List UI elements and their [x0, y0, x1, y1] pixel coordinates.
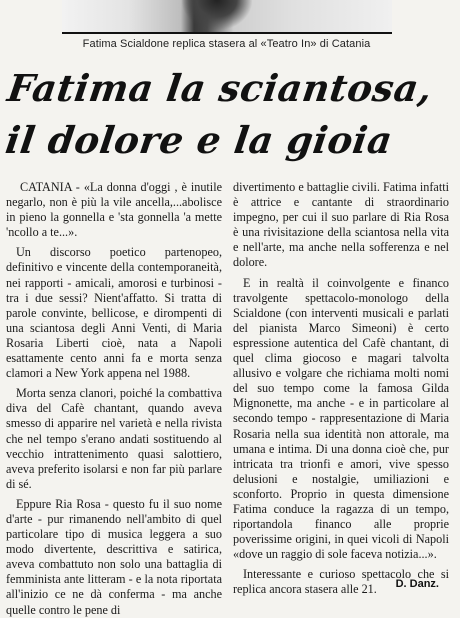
article-paragraph: CATANIA - «La donna d'oggi , è inutile negarlo, non è più la vile ancella,...abolisce in pieno la gonnella e 'sta gonnella 'a mette 'ncollo a te...». [6, 180, 222, 240]
article-paragraph: Morta senza clanori, poiché la combattiva diva del Cafè chantant, quando aveva smesso di apparire nel varietà e nella rivista che nel tempo s'erano andati sostituendo al vecchio intrattenimento quasi salottiero, aveva preferito isolarsi e non far più parlare di sé. [6, 386, 222, 491]
headline-line-2: il dolore e la gioia [2, 118, 396, 162]
performer-photo [62, 0, 392, 34]
article-paragraph: E in realtà il coinvolgente e financo travolgente spettacolo-monologo della Scialdone (con interventi musicali e parlati del pianista Marco Simeoni) è certo espressione autentica del Cafè chantant, di quel clima giocoso e magari talvolta allusivo e volgare che richiama molti nomi del suo tempo come la famosa Gilda Mignonette, ma anche - e in particolare al secondo tempo - rappresentazione di Maria Rosaria nella sua identità non attorale, ma umana e intima. Di una donna cioè che, pur intricata tra trionfi e amori, vive spesso delusioni e nostalgie, umiliazioni e sconforto. Proprio in questa dimensione Fatima conduce la ragazza di un tempo, riportandola financo alle proprie poverissime origini, in quei vicoli di Napoli «dove un raggio di sole faceva notizia...». [233, 275, 449, 562]
article-paragraph: Un discorso poetico partenopeo, definitivo e vincente della contemporaneità, nei rapporti - amicali, amorosi e turbinosi - tra i due sessi? Nient'affatto. Si tratta di parole convinte, bellicose, e dirompenti di una sciantosa degli Anni Venti, di Maria Rosaria Liberti cioè, nata a Napoli esattamente cento anni fa e morta senza clamori a New York appena nel 1988. [6, 245, 222, 381]
author-signature: D. Danz. [395, 578, 439, 590]
article-column-left [6, 180, 222, 617]
article-column-right [233, 180, 449, 597]
article-paragraph: Eppure Ria Rosa - questo fu il suo nome d'arte - pur rimanendo nell'ambito di quel particolare tipo di musica leggera a suo modo divertente, descrittiva e satirica, aveva combattuto non solo una battaglia di femminista ante litteram - e la nota riportata all'inizio ce ne dà conferma - ma anche quelle contro le pene di [6, 496, 222, 617]
headline-line-1: Fatima la sciantosa, [4, 66, 436, 110]
article-paragraph: Interessante e curioso spettacolo che si replica ancora stasera alle 21. [233, 567, 449, 597]
photo-caption: Fatima Scialdone replica stasera al «Teatro In» di Catania [82, 38, 371, 50]
article-paragraph: divertimento e battaglie civili. Fatima infatti è attrice e cantante di straordinario impegno, per cui il suo parlare di Ria Rosa è una rivisitazione della sciantosa nella vita e nell'arte, ma anche nella sofferenza e nel dolore. [233, 180, 449, 270]
